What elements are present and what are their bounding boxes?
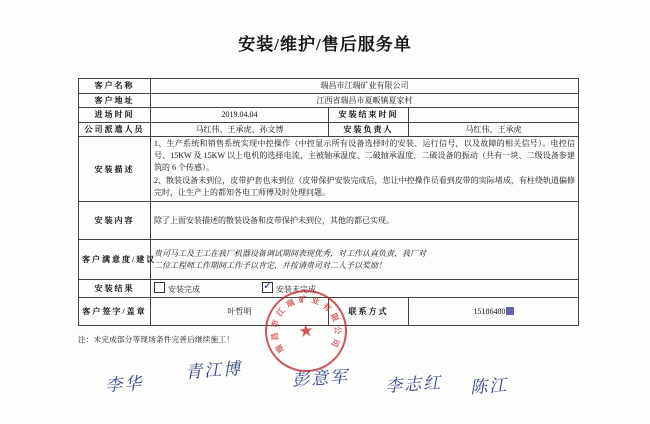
signature-label: 客户签字/盖章 <box>79 298 151 326</box>
star-icon: ★ <box>297 320 315 342</box>
install-content-value: 除了上面安装描述的散装设备和皮带保护未到位，其他的都已实现。 <box>151 202 579 240</box>
result-option-done[interactable] <box>154 282 200 296</box>
install-content-label: 安装内容 <box>79 202 151 240</box>
result-options <box>151 280 579 298</box>
handwritten-signature: 彭意军 <box>291 367 350 390</box>
result-label: 安装结果 <box>79 280 151 298</box>
contact-value: 15186480 <box>409 298 579 326</box>
table-row <box>79 93 579 108</box>
install-desc-value <box>151 137 579 202</box>
principal-value: 马红伟、王承虎 <box>409 122 579 137</box>
table-row <box>79 79 579 94</box>
customer-name-value: 瑞昌市江瑞矿业有限公司 <box>151 79 579 94</box>
result-option-done-label: 安装完成 <box>168 285 200 295</box>
handwritten-signature: 青江博 <box>184 359 243 382</box>
handwritten-signature: 陈江 <box>469 375 509 398</box>
completion-time-label: 安装结束时间 <box>329 108 409 123</box>
install-desc-paragraph-2: 2、散装设备未到位，皮带护套也未到位（皮带保护安装完成后，您让中控操作员看到皮带的实际堵成，有柱绕轨道偏修完时，让生产上的都知各电工师傅及时处理问题。 <box>154 176 576 197</box>
table-row <box>79 240 579 280</box>
ink-blot <box>506 307 514 315</box>
install-desc-label: 安装描述 <box>79 137 151 202</box>
arrival-date-value: 2019.04.04 <box>151 108 329 123</box>
install-desc-paragraph-1: 1、生产系统和销售系统实现中控操作（中控显示所有设备选择时的安装、运行信号，以及故障的相关信号）。电控信号、15KW 及 15KW 以上电机的选择电流、主被轴承温度、二破轴承温度、二破设备的振动（共有一块、二级设备参建筑的 6 个传感）。 <box>154 139 576 172</box>
customer-address-label: 客户地址 <box>79 93 151 108</box>
table-row <box>79 202 579 240</box>
satisfaction-value <box>151 240 579 280</box>
seal-arc-text: 瑞 昌 市 江 瑞 矿 业 有 限 公 司 <box>269 294 343 355</box>
signature-value: 叶哲明 <box>151 298 329 326</box>
customer-address-value: 江西省瑞昌市夏畈镇夏家村 <box>151 93 579 108</box>
checkbox-icon-done[interactable] <box>154 282 165 293</box>
satisfaction-line-2: 二位工程师工作期间工作予以肯定，并按请贵司对二人予以奖励！ <box>154 260 386 270</box>
result-option-undone-label: 安装未完成 <box>276 285 316 295</box>
page-title: 安装/维护/售后服务单 <box>238 35 412 54</box>
satisfaction-line-1: 贵司马工及王工在我厂机器设备调试期间表现优秀，对工作认真负责，我厂对 <box>154 249 426 259</box>
checkbox-icon-undone[interactable]: ✓ <box>263 280 273 293</box>
table-row <box>79 122 579 137</box>
dispatch-label: 公司派遣人员 <box>79 122 151 137</box>
footer-note: 注：未完成部分等现场条件完善后继续施工！ <box>78 335 234 344</box>
table-row <box>79 108 579 123</box>
satisfaction-label: 客户满意度/建议 <box>79 240 151 280</box>
arrival-date-label: 进场时间 <box>79 108 151 123</box>
dispatch-value: 马红伟、王承虎、孙文博 <box>151 122 329 137</box>
principal-label: 安装负责人 <box>329 122 409 137</box>
customer-name-label: 客户名称 <box>79 79 151 94</box>
handwritten-signature: 李志红 <box>384 373 443 396</box>
contact-label: 联系方式 <box>329 298 409 326</box>
handwritten-signature: 李华 <box>104 373 144 396</box>
completion-time-value <box>409 108 579 123</box>
table-row <box>79 137 579 202</box>
